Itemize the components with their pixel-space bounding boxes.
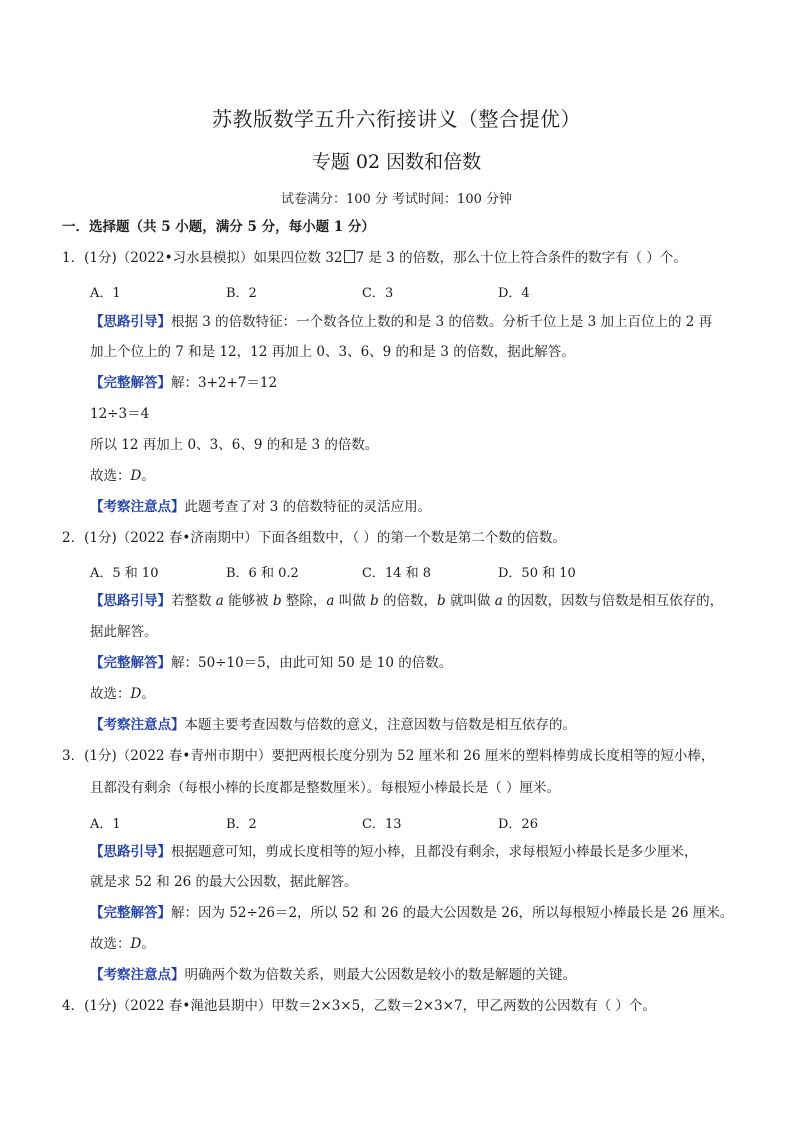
q2-answer-text: 解：50÷10＝5，由此可知 50 是 10 的倍数。 bbox=[171, 655, 453, 671]
q3-answer-line: 【完整解答】解：因为 52÷26＝2，所以 52 和 26 的最大公因数是 26，所以每根短小棒最长是 26 厘米。 bbox=[90, 905, 734, 921]
q2-var-a: a bbox=[215, 593, 224, 609]
q2-hint-a: 若整数 bbox=[171, 593, 216, 609]
q2-choice-end: 。 bbox=[141, 686, 155, 702]
q4-stem: 4．(1分)（2022 春•渑池县期中）甲数＝2×3×5，乙数＝2×3×7，甲乙两数的公因数有（ ）个。 bbox=[62, 998, 656, 1014]
q1-hint-line2: 加上个位上的 7 和是 12，12 再加上 0、3、6、9 的和是 3 的倍数，据此解答。 bbox=[90, 344, 575, 360]
q3-choice-label: 故选： bbox=[90, 936, 131, 952]
q3-stem-line2: 且都没有剩余（每根小棒的长度都是整数厘米）。每根短小棒最长是（ ）厘米。 bbox=[90, 780, 561, 796]
document-title: 苏教版数学五升六衔接讲义（整合提优） bbox=[212, 107, 581, 131]
answer-label: 完整解答 bbox=[103, 905, 158, 921]
q2-var-b: b bbox=[437, 593, 446, 609]
q2-hint-line1: 【思路引导】若整数 a 能够被 b 整除，a 叫做 b 的倍数，b 就叫做 a 的因数，因数与倍数是相互依存的， bbox=[90, 593, 724, 609]
q2-var-b: b bbox=[370, 593, 379, 609]
q2-var-a: a bbox=[326, 593, 335, 609]
q2-var-b: b bbox=[272, 593, 282, 609]
q2-hint-b: 能够被 bbox=[223, 593, 273, 609]
q1-answer-line2: 12÷3＝4 bbox=[90, 406, 150, 422]
q2-choice-letter: D bbox=[130, 686, 142, 702]
q3-answer-text: 解：因为 52÷26＝2，所以 52 和 26 的最大公因数是 26，所以每根短小棒最长是 26 厘米。 bbox=[171, 905, 734, 921]
q2-option-c: C．14 和 8 bbox=[362, 566, 432, 581]
q1-choice-label: 故选： bbox=[90, 468, 131, 484]
hint-label: 思路引导 bbox=[103, 314, 158, 330]
q2-stem: 2．(1分)（2022 春•济南期中）下面各组数中，（ ）的第一个数是第二个数的倍数。 bbox=[62, 530, 566, 546]
q1-option-b: B．2 bbox=[226, 286, 257, 301]
q3-hint-line1: 【思路引导】根据题意可知，剪成长度相等的短小棒，且都没有剩余，求每根短小棒最长是多少厘米， bbox=[90, 844, 698, 860]
hint-label: 思路引导 bbox=[103, 593, 158, 609]
hint-label: 思路引导 bbox=[103, 844, 158, 860]
q2-var-a: a bbox=[494, 593, 503, 609]
q1-answer-line3: 所以 12 再加上 0、3、6、9 的和是 3 的倍数。 bbox=[90, 437, 379, 453]
q3-option-d: D．26 bbox=[498, 817, 538, 832]
q1-choice-letter: D bbox=[130, 468, 142, 484]
q2-note-text: 本题主要考查因数与倍数的意义，注意因数与倍数是相互依存的。 bbox=[184, 717, 576, 733]
q1-note: 【考察注意点】此题考查了对 3 的倍数特征的灵活应用。 bbox=[90, 499, 432, 515]
q2-note: 【考察注意点】本题主要考查因数与倍数的意义，注意因数与倍数是相互依存的。 bbox=[90, 717, 576, 733]
section-heading: 一．选择题（共 5 小题，满分 5 分，每小题 1 分） bbox=[62, 219, 375, 235]
q1-hint-text1: 根据 3 的倍数特征：一个数各位上数的和是 3 的倍数。分析千位上是 3 加上百位上的 2 再 bbox=[171, 314, 713, 330]
q3-choice-end: 。 bbox=[141, 936, 155, 952]
q3-note: 【考察注意点】明确两个数为倍数关系，则最大公因数是较小的数是解题的关键。 bbox=[90, 967, 576, 983]
q2-choice bbox=[90, 685, 155, 703]
q3-note-text: 明确两个数为倍数关系，则最大公因数是较小的数是解题的关键。 bbox=[184, 967, 576, 983]
q2-choice-label: 故选： bbox=[90, 686, 131, 702]
note-label: 考察注意点 bbox=[103, 967, 171, 983]
q2-hint-g: 的因数，因数与倍数是相互依存的， bbox=[502, 593, 724, 609]
document-subtitle: 专题 02 因数和倍数 bbox=[311, 151, 482, 173]
q3-choice-letter: D bbox=[130, 936, 142, 952]
q1-answer-line1: 【完整解答】解：3+2+7＝12 bbox=[90, 375, 278, 391]
q3-hint-line2: 就是求 52 和 26 的最大公因数，据此解答。 bbox=[90, 874, 358, 890]
q2-hint-line2: 据此解答。 bbox=[90, 624, 158, 640]
q2-option-a: A．5 和 10 bbox=[90, 566, 159, 581]
q3-option-b: B．2 bbox=[226, 817, 257, 832]
q2-hint-c: 整除， bbox=[281, 593, 327, 609]
q3-hint-text1: 根据题意可知，剪成长度相等的短小棒，且都没有剩余，求每根短小棒最长是多少厘米， bbox=[171, 844, 698, 860]
note-label: 考察注意点 bbox=[103, 717, 171, 733]
q3-option-a: A．1 bbox=[90, 817, 121, 832]
q1-note-text: 此题考查了对 3 的倍数特征的灵活应用。 bbox=[184, 499, 432, 515]
q2-hint-f: 就叫做 bbox=[445, 593, 495, 609]
q2-answer-line: 【完整解答】解：50÷10＝5，由此可知 50 是 10 的倍数。 bbox=[90, 655, 453, 671]
q1-stem-part2: 7 是 3 的倍数，那么十位上符合条件的数字有（ ）个。 bbox=[355, 250, 687, 266]
q3-stem-line1: 3．(1分)（2022 春•青州市期中）要把两根长度分别为 52 厘米和 26 厘米的塑料棒剪成长度相等的短小棒， bbox=[62, 748, 715, 764]
q1-option-c: C．3 bbox=[362, 286, 394, 301]
q1-option-a: A．1 bbox=[90, 286, 121, 301]
q3-choice bbox=[90, 935, 155, 953]
q1-answer-text1: 解：3+2+7＝12 bbox=[171, 375, 278, 391]
exam-meta: 试卷满分：100 分 考试时间：100 分钟 bbox=[280, 192, 513, 207]
answer-label: 完整解答 bbox=[103, 375, 158, 391]
q2-option-b: B．6 和 0.2 bbox=[226, 566, 299, 581]
q1-choice bbox=[90, 467, 155, 485]
q1-stem-part1: 1．(1分)（2022•习水县模拟）如果四位数 32 bbox=[62, 250, 343, 266]
note-label: 考察注意点 bbox=[103, 499, 171, 515]
q1-choice-end: 。 bbox=[141, 468, 155, 484]
blank-box-icon bbox=[344, 250, 355, 263]
q2-option-d: D．50 和 10 bbox=[498, 566, 576, 581]
q1-stem bbox=[62, 249, 687, 267]
q1-option-d: D．4 bbox=[498, 286, 530, 301]
q2-hint-d: 叫做 bbox=[334, 593, 371, 609]
q3-option-c: C．13 bbox=[362, 817, 402, 832]
q2-hint-e: 的倍数， bbox=[378, 593, 438, 609]
q1-hint-line1: 【思路引导】根据 3 的倍数特征：一个数各位上数的和是 3 的倍数。分析千位上是 3 加上百位上的 2 再 bbox=[90, 314, 713, 330]
answer-label: 完整解答 bbox=[103, 655, 158, 671]
